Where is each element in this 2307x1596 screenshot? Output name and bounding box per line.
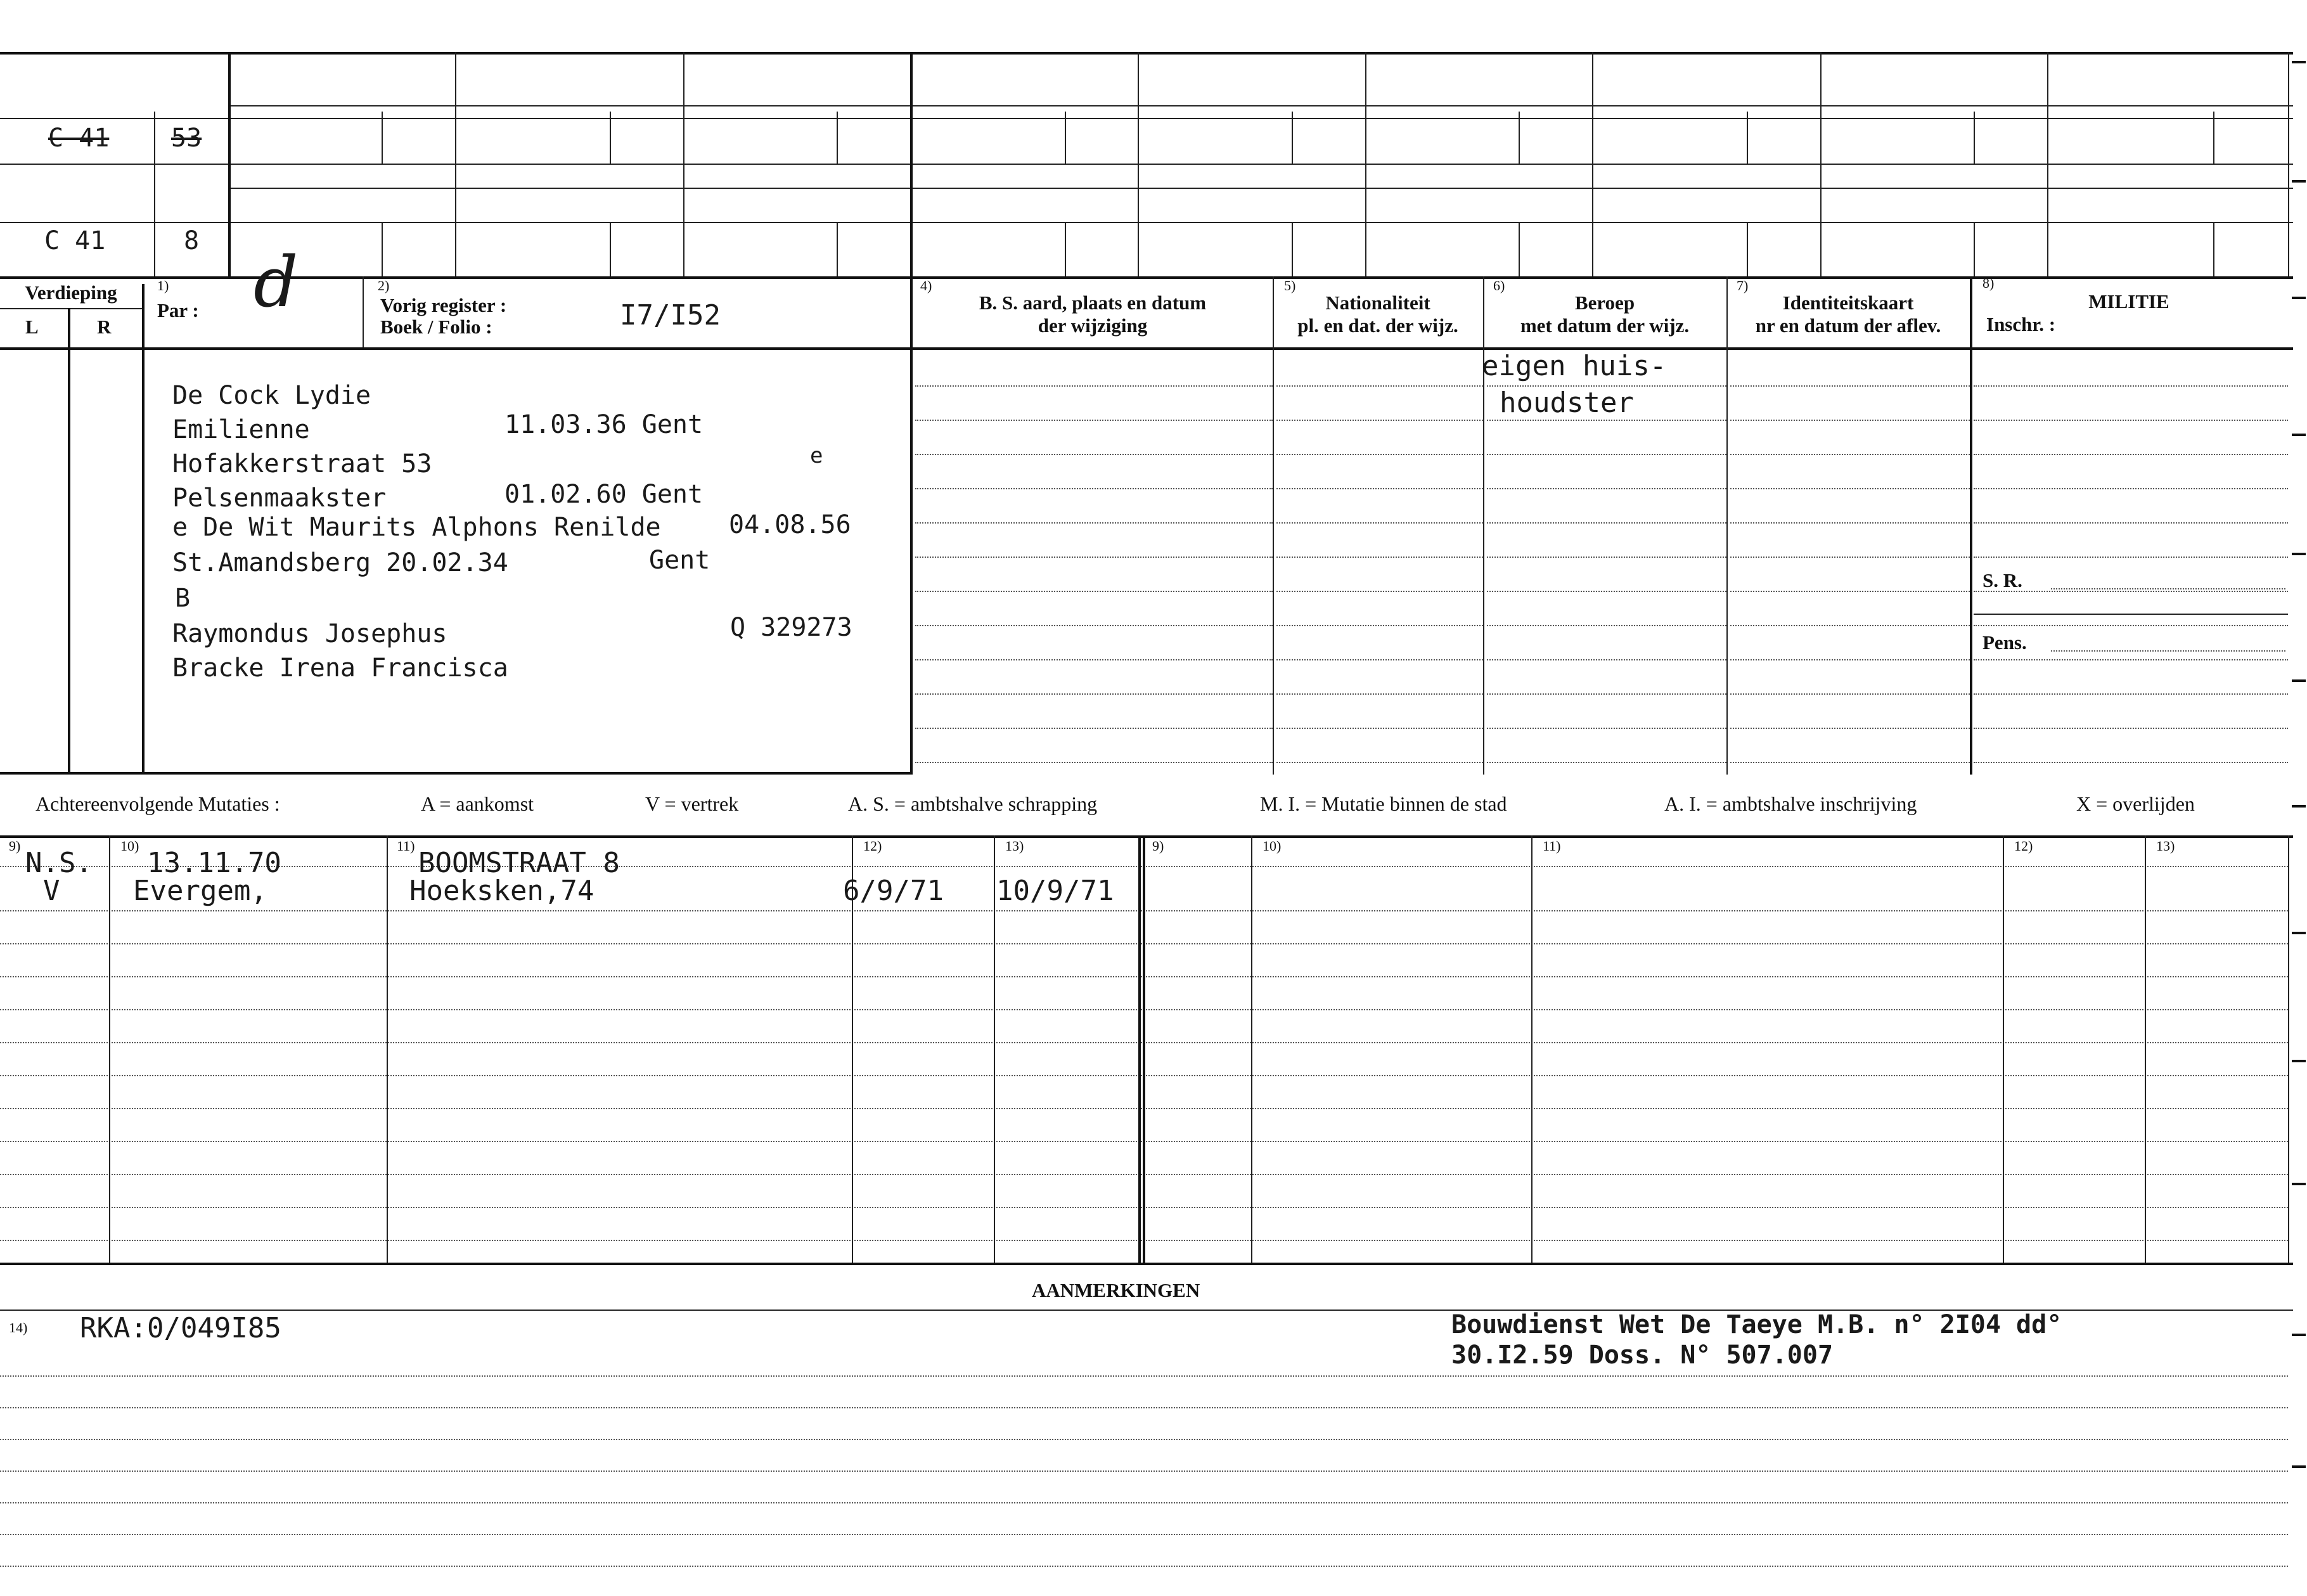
field-number-1: 1) xyxy=(157,278,169,293)
nationaliteit-subheader: pl. en dat. der wijz. xyxy=(1297,314,1458,337)
grid-divider xyxy=(910,52,913,276)
ruled-line xyxy=(1487,522,1726,524)
edge-tick xyxy=(2292,1465,2306,1468)
legend-a: A = aankomst xyxy=(421,792,534,815)
grid-subdivider xyxy=(2213,222,2214,276)
bs-header-line1: B. S. aard, plaats en datum xyxy=(979,292,1207,314)
grid-subdivider xyxy=(1519,112,1520,164)
grid-subdivider xyxy=(1747,112,1748,164)
top-border xyxy=(0,52,2293,55)
verdieping-divider xyxy=(0,308,143,309)
field-number-2: 2) xyxy=(378,278,390,293)
ruled-line xyxy=(1276,659,1483,660)
mut-header-9b: 9) xyxy=(1152,838,1164,854)
grid-subdivider xyxy=(837,112,838,164)
ruled-line xyxy=(915,591,1273,592)
ruled-line xyxy=(1276,488,1483,489)
mutation-2-place: Evergem, xyxy=(133,875,267,907)
legend-v: V = vertrek xyxy=(645,792,739,815)
mut-col-divider xyxy=(994,835,995,1263)
grid-subdivider xyxy=(1519,222,1520,276)
ruled-line xyxy=(1974,557,2288,558)
mut-col-divider xyxy=(2145,835,2146,1263)
mutaties-legend-title: Achtereenvolgende Mutaties : xyxy=(35,792,280,815)
address: Hofakkerstraat 53 xyxy=(172,449,432,479)
ruled-line xyxy=(1276,385,1483,387)
birth-date-place: 11.03.36 Gent xyxy=(504,410,704,439)
lr-divider xyxy=(68,308,70,775)
mut-col-divider xyxy=(2288,835,2289,1263)
mutations-top-border xyxy=(0,835,2293,838)
nationaliteit-header: Nationaliteit xyxy=(1325,292,1430,314)
edge-tick xyxy=(2292,805,2306,808)
mut-col-divider xyxy=(109,835,110,1263)
remarks-line1: Bouwdienst Wet De Taeye M.B. n° 2I04 dd° xyxy=(1451,1310,2062,1339)
edge-tick xyxy=(2292,1334,2306,1336)
col-divider xyxy=(1970,276,1972,775)
ruled-line xyxy=(1276,693,1483,695)
ruled-line xyxy=(915,454,1273,455)
remarks-row-line xyxy=(0,1471,2288,1472)
ruled-line xyxy=(915,762,1273,763)
mutation-1-address: BOOMSTRAAT 8 xyxy=(418,847,620,879)
mother-name: Bracke Irena Francisca xyxy=(172,653,508,683)
r-label: R xyxy=(97,316,112,338)
grid-subdivider xyxy=(1747,222,1748,276)
ruled-line xyxy=(1487,420,1726,421)
grid-subdivider xyxy=(1292,222,1293,276)
header-top-border xyxy=(0,276,2293,279)
grid-divider xyxy=(1365,52,1366,276)
remarks-row-line xyxy=(0,1534,2288,1535)
ruled-line xyxy=(915,659,1273,660)
card-number: 8 xyxy=(184,226,200,255)
grid-divider xyxy=(1820,52,1822,276)
ruled-line xyxy=(1730,420,1970,421)
grid-line xyxy=(228,105,2293,106)
ruled-line xyxy=(1276,591,1483,592)
mut-header-12: 12) xyxy=(863,838,882,854)
grid-subdivider xyxy=(1065,222,1066,276)
ruled-line xyxy=(1730,728,1970,729)
beroep-value-line1: eigen huis- xyxy=(1482,350,1667,382)
edge-tick xyxy=(2292,1183,2306,1185)
l-label: L xyxy=(25,316,39,338)
ruled-line xyxy=(1730,659,1970,660)
militie-divider xyxy=(1974,614,2288,615)
ruled-line xyxy=(1974,522,2288,524)
ruled-line xyxy=(1730,693,1970,695)
ruled-line xyxy=(1276,728,1483,729)
legend-as: A. S. = ambtshalve schrapping xyxy=(848,792,1098,815)
vorig-register-label: Vorig register : xyxy=(380,294,507,316)
ruled-line xyxy=(915,385,1273,387)
par-handwritten-mark: d xyxy=(254,241,299,323)
ruled-line xyxy=(1730,522,1970,524)
mut-header-10b: 10) xyxy=(1263,838,1282,854)
legend-x: X = overlijden xyxy=(2076,792,2195,815)
mutation-1-date: 13.11.70 xyxy=(147,847,281,879)
militie-header: MILITIE xyxy=(2088,290,2169,312)
ruled-line xyxy=(1276,557,1483,558)
ruled-line xyxy=(1730,762,1970,763)
ruled-line xyxy=(1730,454,1970,455)
ruled-line xyxy=(1974,728,2288,729)
field-number-5: 5) xyxy=(1284,278,1296,293)
ruled-line xyxy=(1974,693,2288,695)
grid-line xyxy=(0,118,2293,119)
verdieping-label: Verdieping xyxy=(25,281,117,304)
mutations-bottom-border xyxy=(0,1263,2293,1265)
col-divider xyxy=(1273,276,1274,775)
grid-divider xyxy=(228,52,231,276)
ruled-line xyxy=(1276,762,1483,763)
ruled-line xyxy=(1276,522,1483,524)
b-mark: B xyxy=(175,584,191,613)
mut-col-divider xyxy=(1251,835,1252,1263)
ruled-line xyxy=(1487,625,1726,626)
field-number-6: 6) xyxy=(1493,278,1505,293)
grid-subdivider xyxy=(382,112,383,164)
identiteitskaart-subheader: nr en datum der aflev. xyxy=(1755,314,1941,337)
mutation-2-col13: 10/9/71 xyxy=(996,875,1114,907)
grid-divider xyxy=(1138,52,1139,276)
grid-subdivider xyxy=(1292,112,1293,164)
mut-header-10: 10) xyxy=(120,838,139,854)
pens-dotted-line xyxy=(2051,650,2285,652)
edge-tick xyxy=(2292,61,2306,63)
legend-ai: A. I. = ambtshalve inschrijving xyxy=(1664,792,1917,815)
par-left-border xyxy=(142,284,145,775)
grid-divider xyxy=(2288,52,2289,276)
rka-number: RKA:0/049I85 xyxy=(80,1312,281,1344)
grid-subdivider xyxy=(1974,112,1975,164)
mut-header-13b: 13) xyxy=(2156,838,2175,854)
spouse-name: e De Wit Maurits Alphons Renilde xyxy=(172,513,661,542)
ruled-line xyxy=(1974,454,2288,455)
beroep-subheader: met datum der wijz. xyxy=(1520,314,1690,337)
struck-number: 53 xyxy=(171,124,202,153)
edge-tick xyxy=(2292,434,2306,436)
mut-col-divider xyxy=(2003,835,2004,1263)
sr-dotted-line xyxy=(2051,588,2285,589)
remarks-row-line xyxy=(0,1375,2288,1377)
mutation-2-address: Hoeksken,74 xyxy=(409,875,594,907)
remarks-row-line xyxy=(0,1439,2288,1440)
ruled-line xyxy=(1974,625,2288,626)
edge-tick xyxy=(2292,180,2306,183)
mutation-2-col12: 6/9/71 xyxy=(843,875,944,907)
ruled-line xyxy=(915,420,1273,421)
boek-folio-label: Boek / Folio : xyxy=(380,316,492,338)
ruled-line xyxy=(915,728,1273,729)
grid-subdivider xyxy=(1065,112,1066,164)
remarks-row-line xyxy=(0,1566,2288,1567)
mutation-1-type: N.S. xyxy=(25,847,93,879)
struck-code: C 41 xyxy=(48,124,110,153)
field-number-8: 8) xyxy=(1982,275,1995,291)
remarks-line2: 30.I2.59 Doss. N° 507.007 xyxy=(1451,1341,1834,1370)
person-firstname: Emilienne xyxy=(172,415,310,444)
grid-divider xyxy=(683,52,684,276)
mut-header-13: 13) xyxy=(1005,838,1024,854)
ruled-line xyxy=(1276,420,1483,421)
ruled-line xyxy=(1974,385,2288,387)
mut-col-divider xyxy=(1531,835,1533,1263)
ruled-line xyxy=(1974,762,2288,763)
field-number-4: 4) xyxy=(920,278,932,293)
person-bottom-border xyxy=(0,772,913,775)
field-number-7: 7) xyxy=(1737,278,1749,293)
mut-half-divider xyxy=(1138,835,1141,1263)
ruled-line xyxy=(1487,488,1726,489)
ruled-line xyxy=(1974,488,2288,489)
grid-subdivider xyxy=(1974,222,1975,276)
grid-line xyxy=(228,188,2293,189)
mut-header-11b: 11) xyxy=(1543,838,1561,854)
ruled-line xyxy=(1974,659,2288,660)
ruled-line xyxy=(1276,625,1483,626)
grid-subdivider xyxy=(2213,112,2214,164)
grid-subdivider xyxy=(610,222,611,276)
spouse-birth: St.Amandsberg 20.02.34 xyxy=(172,548,508,577)
ruled-line xyxy=(1487,693,1726,695)
spouse-date: 04.08.56 xyxy=(729,510,851,539)
edge-tick xyxy=(2292,1060,2306,1062)
ruled-line xyxy=(1487,762,1726,763)
ruled-line xyxy=(1730,385,1970,387)
person-name: De Cock Lydie xyxy=(172,381,371,410)
mut-col-divider xyxy=(387,835,388,1263)
grid-divider xyxy=(154,112,155,276)
edge-tick xyxy=(2292,297,2306,299)
ruled-line xyxy=(1730,557,1970,558)
mutation-2-type: V xyxy=(43,875,60,907)
ruled-line xyxy=(915,625,1273,626)
col-divider xyxy=(1726,276,1728,775)
edge-tick xyxy=(2292,932,2306,934)
remarks-row-line xyxy=(0,1502,2288,1503)
field-number-14: 14) xyxy=(9,1320,28,1335)
beroep-value-line2: houdster xyxy=(1500,387,1634,419)
ruled-line xyxy=(1487,454,1726,455)
par-label: Par : xyxy=(157,299,199,321)
header-bottom-border xyxy=(0,347,2293,350)
id-number: Q 329273 xyxy=(730,613,852,642)
header-divider xyxy=(363,276,364,347)
father-name: Raymondus Josephus xyxy=(172,619,447,648)
mut-header-12b: 12) xyxy=(2014,838,2033,854)
boek-folio-value: I7/I52 xyxy=(620,299,721,331)
grid-subdivider xyxy=(610,112,611,164)
ruled-line xyxy=(1730,625,1970,626)
mut-header-11: 11) xyxy=(397,838,415,854)
ruled-line xyxy=(1730,488,1970,489)
ruled-line xyxy=(1487,659,1726,660)
inschr-label: Inschr. : xyxy=(1986,313,2056,335)
ruled-line xyxy=(1487,728,1726,729)
mut-header-9: 9) xyxy=(9,838,21,854)
edge-tick xyxy=(2292,553,2306,555)
ruled-line xyxy=(915,488,1273,489)
grid-divider xyxy=(2047,52,2048,276)
occupation: Pelsenmaakster xyxy=(172,484,387,513)
spouse-city: Gent xyxy=(649,546,710,575)
grid-subdivider xyxy=(837,222,838,276)
grid-line xyxy=(0,164,2293,165)
grid-divider xyxy=(1592,52,1593,276)
ruled-line xyxy=(915,522,1273,524)
identiteitskaart-header: Identiteitskaart xyxy=(1782,292,1914,314)
bs-header-line2: der wijziging xyxy=(1038,314,1148,337)
section-divider xyxy=(910,276,913,775)
beroep-header: Beroep xyxy=(1574,292,1635,314)
card-code: C 41 xyxy=(44,226,106,255)
ruled-line xyxy=(915,557,1273,558)
e-mark: e xyxy=(810,443,823,468)
aanmerkingen-title: AANMERKINGEN xyxy=(1032,1279,1200,1301)
occupation-date: 01.02.60 Gent xyxy=(504,480,704,509)
sr-label: S. R. xyxy=(1982,569,2022,591)
grid-subdivider xyxy=(382,222,383,276)
mut-half-divider xyxy=(1143,835,1145,1263)
legend-mi: M. I. = Mutatie binnen de stad xyxy=(1260,792,1507,815)
pens-label: Pens. xyxy=(1982,631,2027,653)
grid-divider xyxy=(455,52,456,276)
ruled-line xyxy=(1730,591,1970,592)
edge-tick xyxy=(2292,679,2306,682)
ruled-line xyxy=(1487,591,1726,592)
grid-line xyxy=(0,222,2293,223)
ruled-line xyxy=(1974,420,2288,421)
remarks-row-line xyxy=(0,1407,2288,1408)
ruled-line xyxy=(1487,557,1726,558)
ruled-line xyxy=(1276,454,1483,455)
ruled-line xyxy=(915,693,1273,695)
